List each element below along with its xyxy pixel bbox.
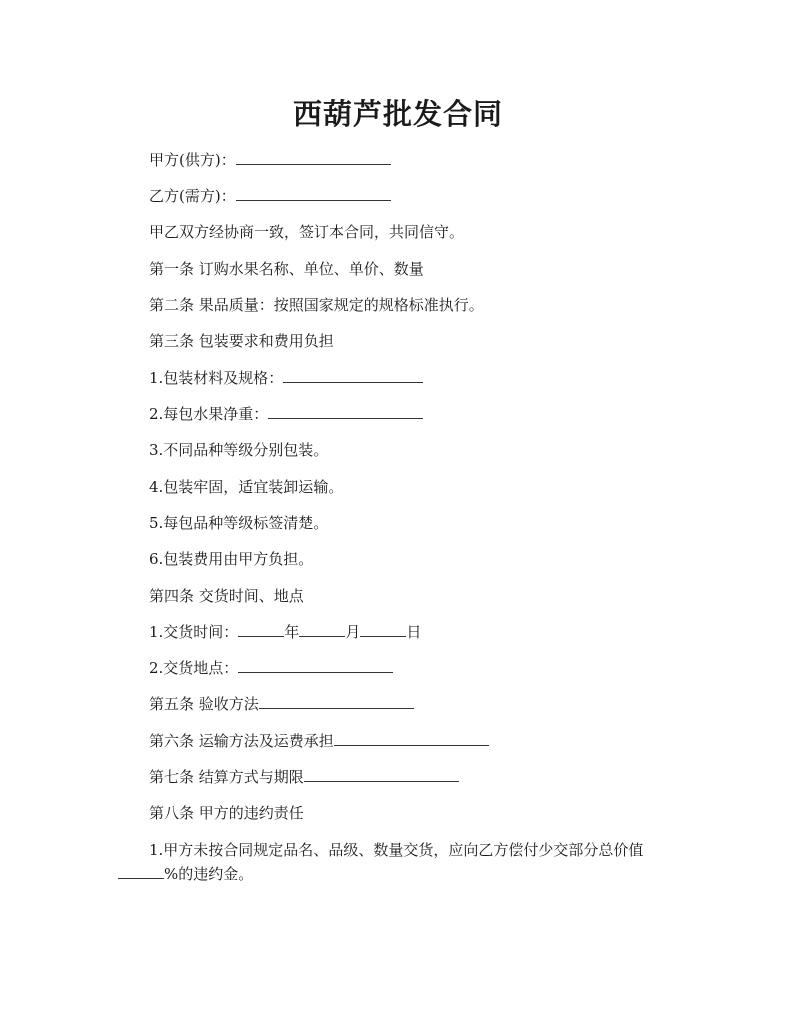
party-a-line (149, 150, 391, 170)
party-b-line (149, 186, 391, 206)
article-7 (149, 767, 459, 787)
packaging-item-6: 6.包装费用由甲方负担。 (149, 550, 314, 568)
article-5 (149, 694, 414, 714)
transport-method-blank[interactable] (334, 731, 489, 746)
delivery-month-blank[interactable] (299, 622, 345, 637)
article-3: 第三条 包装要求和费用负担 (149, 332, 334, 350)
packaging-item-2 (149, 404, 423, 424)
party-b-label: 乙方(需方)： (149, 187, 236, 205)
article-6-label: 第六条 运输方法及运费承担 (149, 732, 334, 750)
delivery-time-label: 1.交货时间： (149, 623, 239, 641)
packaging-item-2-label: 2.每包水果净重： (149, 405, 269, 423)
settlement-method-blank[interactable] (304, 767, 459, 782)
article-2: 第二条 果品质量：按照国家规定的规格标准执行。 (149, 296, 484, 314)
packaging-item-1-label: 1.包装材料及规格： (149, 369, 284, 387)
packaging-item-4: 4.包装牢固，适宜装卸运输。 (149, 478, 344, 496)
delivery-place-line (149, 658, 393, 678)
packaging-item-1 (149, 368, 423, 388)
party-b-blank[interactable] (236, 186, 391, 201)
delivery-place-blank[interactable] (238, 658, 393, 673)
delivery-year-blank[interactable] (238, 622, 284, 637)
article-1: 第一条 订购水果名称、单位、单价、数量 (149, 260, 424, 278)
article-5-label: 第五条 验收方法 (149, 695, 259, 713)
breach-clause-1 (118, 838, 678, 886)
day-label: 日 (406, 623, 422, 641)
penalty-percent-blank[interactable] (118, 864, 164, 879)
packaging-item-5: 5.每包品种等级标签清楚。 (149, 514, 329, 532)
inspection-method-blank[interactable] (259, 694, 414, 709)
breach-clause-1-line-2 (118, 862, 678, 886)
packaging-material-blank[interactable] (283, 368, 423, 383)
year-label: 年 (284, 623, 300, 641)
delivery-day-blank[interactable] (360, 622, 406, 637)
net-weight-blank[interactable] (268, 404, 423, 419)
packaging-item-3: 3.不同品种等级分别包装。 (149, 441, 329, 459)
delivery-time-line (149, 622, 421, 642)
intro-text: 甲乙双方经协商一致，签订本合同，共同信守。 (149, 223, 465, 241)
article-4: 第四条 交货时间、地点 (149, 587, 304, 605)
month-label: 月 (345, 623, 361, 641)
delivery-place-label: 2.交货地点： (149, 659, 239, 677)
party-a-label: 甲方(供方)： (149, 151, 236, 169)
party-a-blank[interactable] (236, 150, 391, 165)
article-6 (149, 731, 489, 751)
breach-clause-1-suffix: %的违约金。 (164, 865, 254, 883)
article-7-label: 第七条 结算方式与期限 (149, 768, 304, 786)
document-title: 西葫芦批发合同 (292, 97, 503, 131)
breach-clause-1-line-1: 1.甲方未按合同规定品名、品级、数量交货，应向乙方偿付少交部分总价值 (149, 841, 644, 859)
article-8: 第八条 甲方的违约责任 (149, 804, 304, 822)
